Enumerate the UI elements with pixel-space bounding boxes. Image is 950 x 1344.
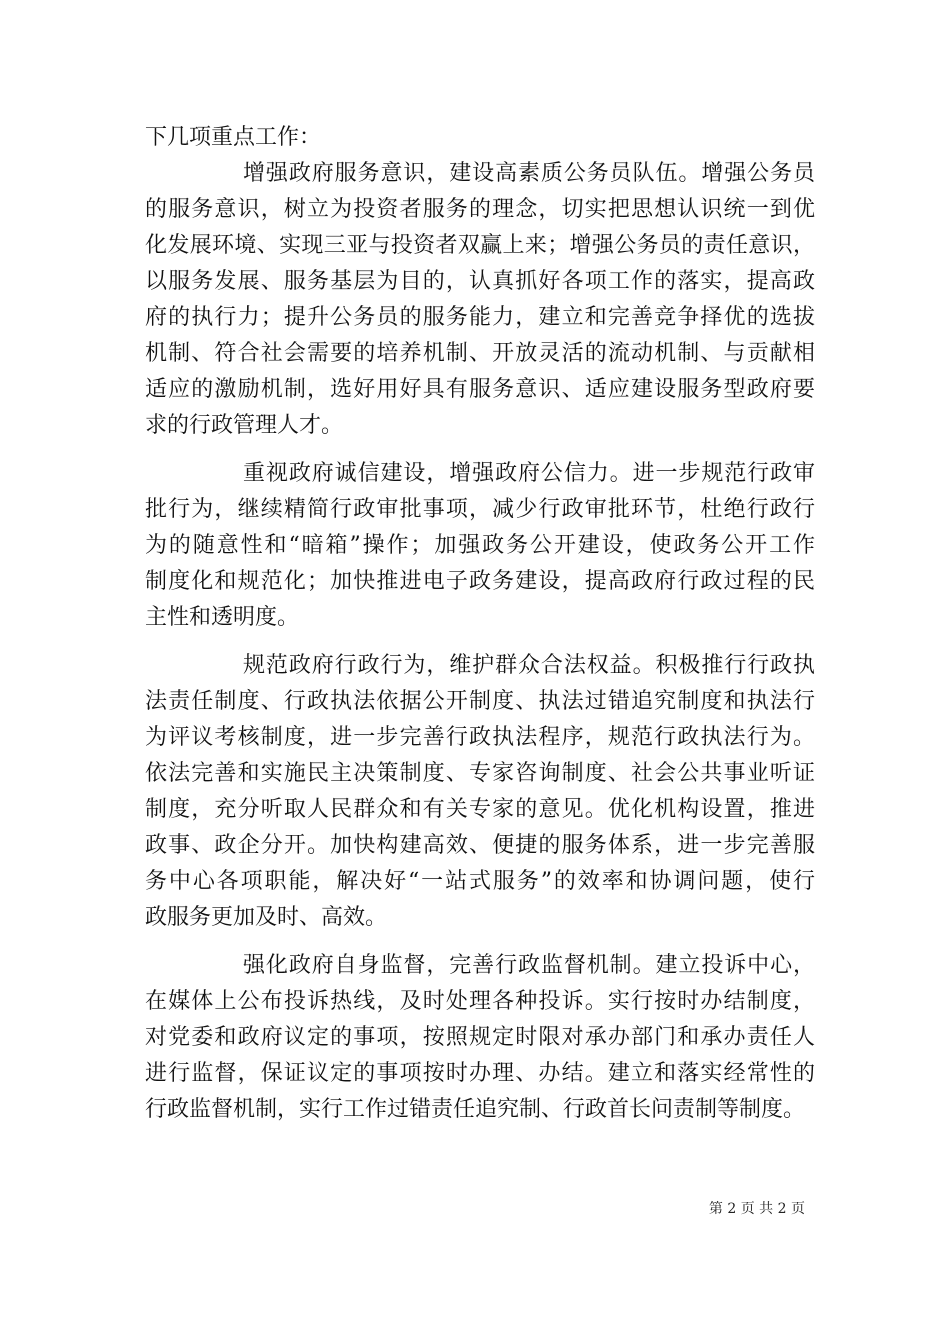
text-line: 化发展环境、实现三亚与投资者双赢上来；增强公务员的责任意识， — [145, 233, 815, 258]
text-line: 在媒体上公布投诉热线，及时处理各种投诉。实行按时办结制度， — [145, 989, 815, 1014]
text-line: 规范政府行政行为，维护群众合法权益。积极推行行政执 — [243, 653, 815, 678]
text-line: 制度，充分听取人民群众和有关专家的意见。优化机构设置，推进 — [145, 797, 815, 822]
paragraph-intro — [145, 120, 815, 156]
text-line: 求的行政管理人才。 — [145, 413, 344, 438]
body-text — [145, 120, 815, 1128]
text-line: 为的随意性和“暗箱”操作；加强政务公开建设，使政务公开工作 — [145, 533, 815, 558]
page-number-footer: 第 2 页 共 2 页 — [708, 1201, 805, 1217]
paragraph-gap — [145, 936, 815, 948]
text-line: 以服务发展、服务基层为目的，认真抓好各项工作的落实，提高政 — [145, 269, 815, 294]
paragraph-gap — [145, 636, 815, 648]
text-line: 为评议考核制度，进一步完善行政执法程序，规范行政执法行为。 — [145, 725, 815, 750]
text-line: 强化政府自身监督，完善行政监督机制。建立投诉中心， — [243, 953, 815, 978]
text-line: 对党委和政府议定的事项，按照规定时限对承办部门和承办责任人 — [145, 1025, 815, 1050]
text-line: 进行监督，保证议定的事项按时办理、办结。建立和落实经常性的 — [145, 1061, 815, 1086]
text-line: 制度化和规范化；加快推进电子政务建设，提高政府行政过程的民 — [145, 569, 815, 594]
text-line: 机制、符合社会需要的培养机制、开放灵活的流动机制、与贡献相 — [145, 341, 815, 366]
text-line: 增强政府服务意识，建设高素质公务员队伍。增强公务员 — [243, 161, 815, 186]
text-line: 行政监督机制，实行工作过错责任追究制、行政首长问责制等制度。 — [145, 1097, 806, 1122]
text-line: 府的执行力；提升公务员的服务能力，建立和完善竞争择优的选拔 — [145, 305, 815, 330]
paragraph-service-awareness — [145, 156, 815, 444]
text-line: 政服务更加及时、高效。 — [145, 905, 388, 930]
text-line: 重视政府诚信建设，增强政府公信力。进一步规范行政审 — [243, 461, 815, 486]
text-line: 依法完善和实施民主决策制度、专家咨询制度、社会公共事业听证 — [145, 761, 815, 786]
text-line: 务中心各项职能，解决好“一站式服务”的效率和协调问题，使行 — [145, 869, 815, 894]
paragraph-gap — [145, 444, 815, 456]
text-line: 批行为，继续精简行政审批事项，减少行政审批环节，杜绝行政行 — [145, 497, 815, 522]
text-line: 主性和透明度。 — [145, 605, 300, 630]
text-line: 的服务意识，树立为投资者服务的理念，切实把思想认识统一到优 — [145, 197, 815, 222]
text-line: 适应的激励机制，选好用好具有服务意识、适应建设服务型政府要 — [145, 377, 815, 402]
paragraph-integrity — [145, 456, 815, 636]
text-line: 法责任制度、行政执法依据公开制度、执法过错追究制度和执法行 — [145, 689, 815, 714]
text-line: 下几项重点工作： — [145, 125, 322, 150]
text-line: 政事、政企分开。加快构建高效、便捷的服务体系，进一步完善服 — [145, 833, 815, 858]
paragraph-administrative-conduct — [145, 648, 815, 936]
paragraph-supervision — [145, 948, 815, 1128]
